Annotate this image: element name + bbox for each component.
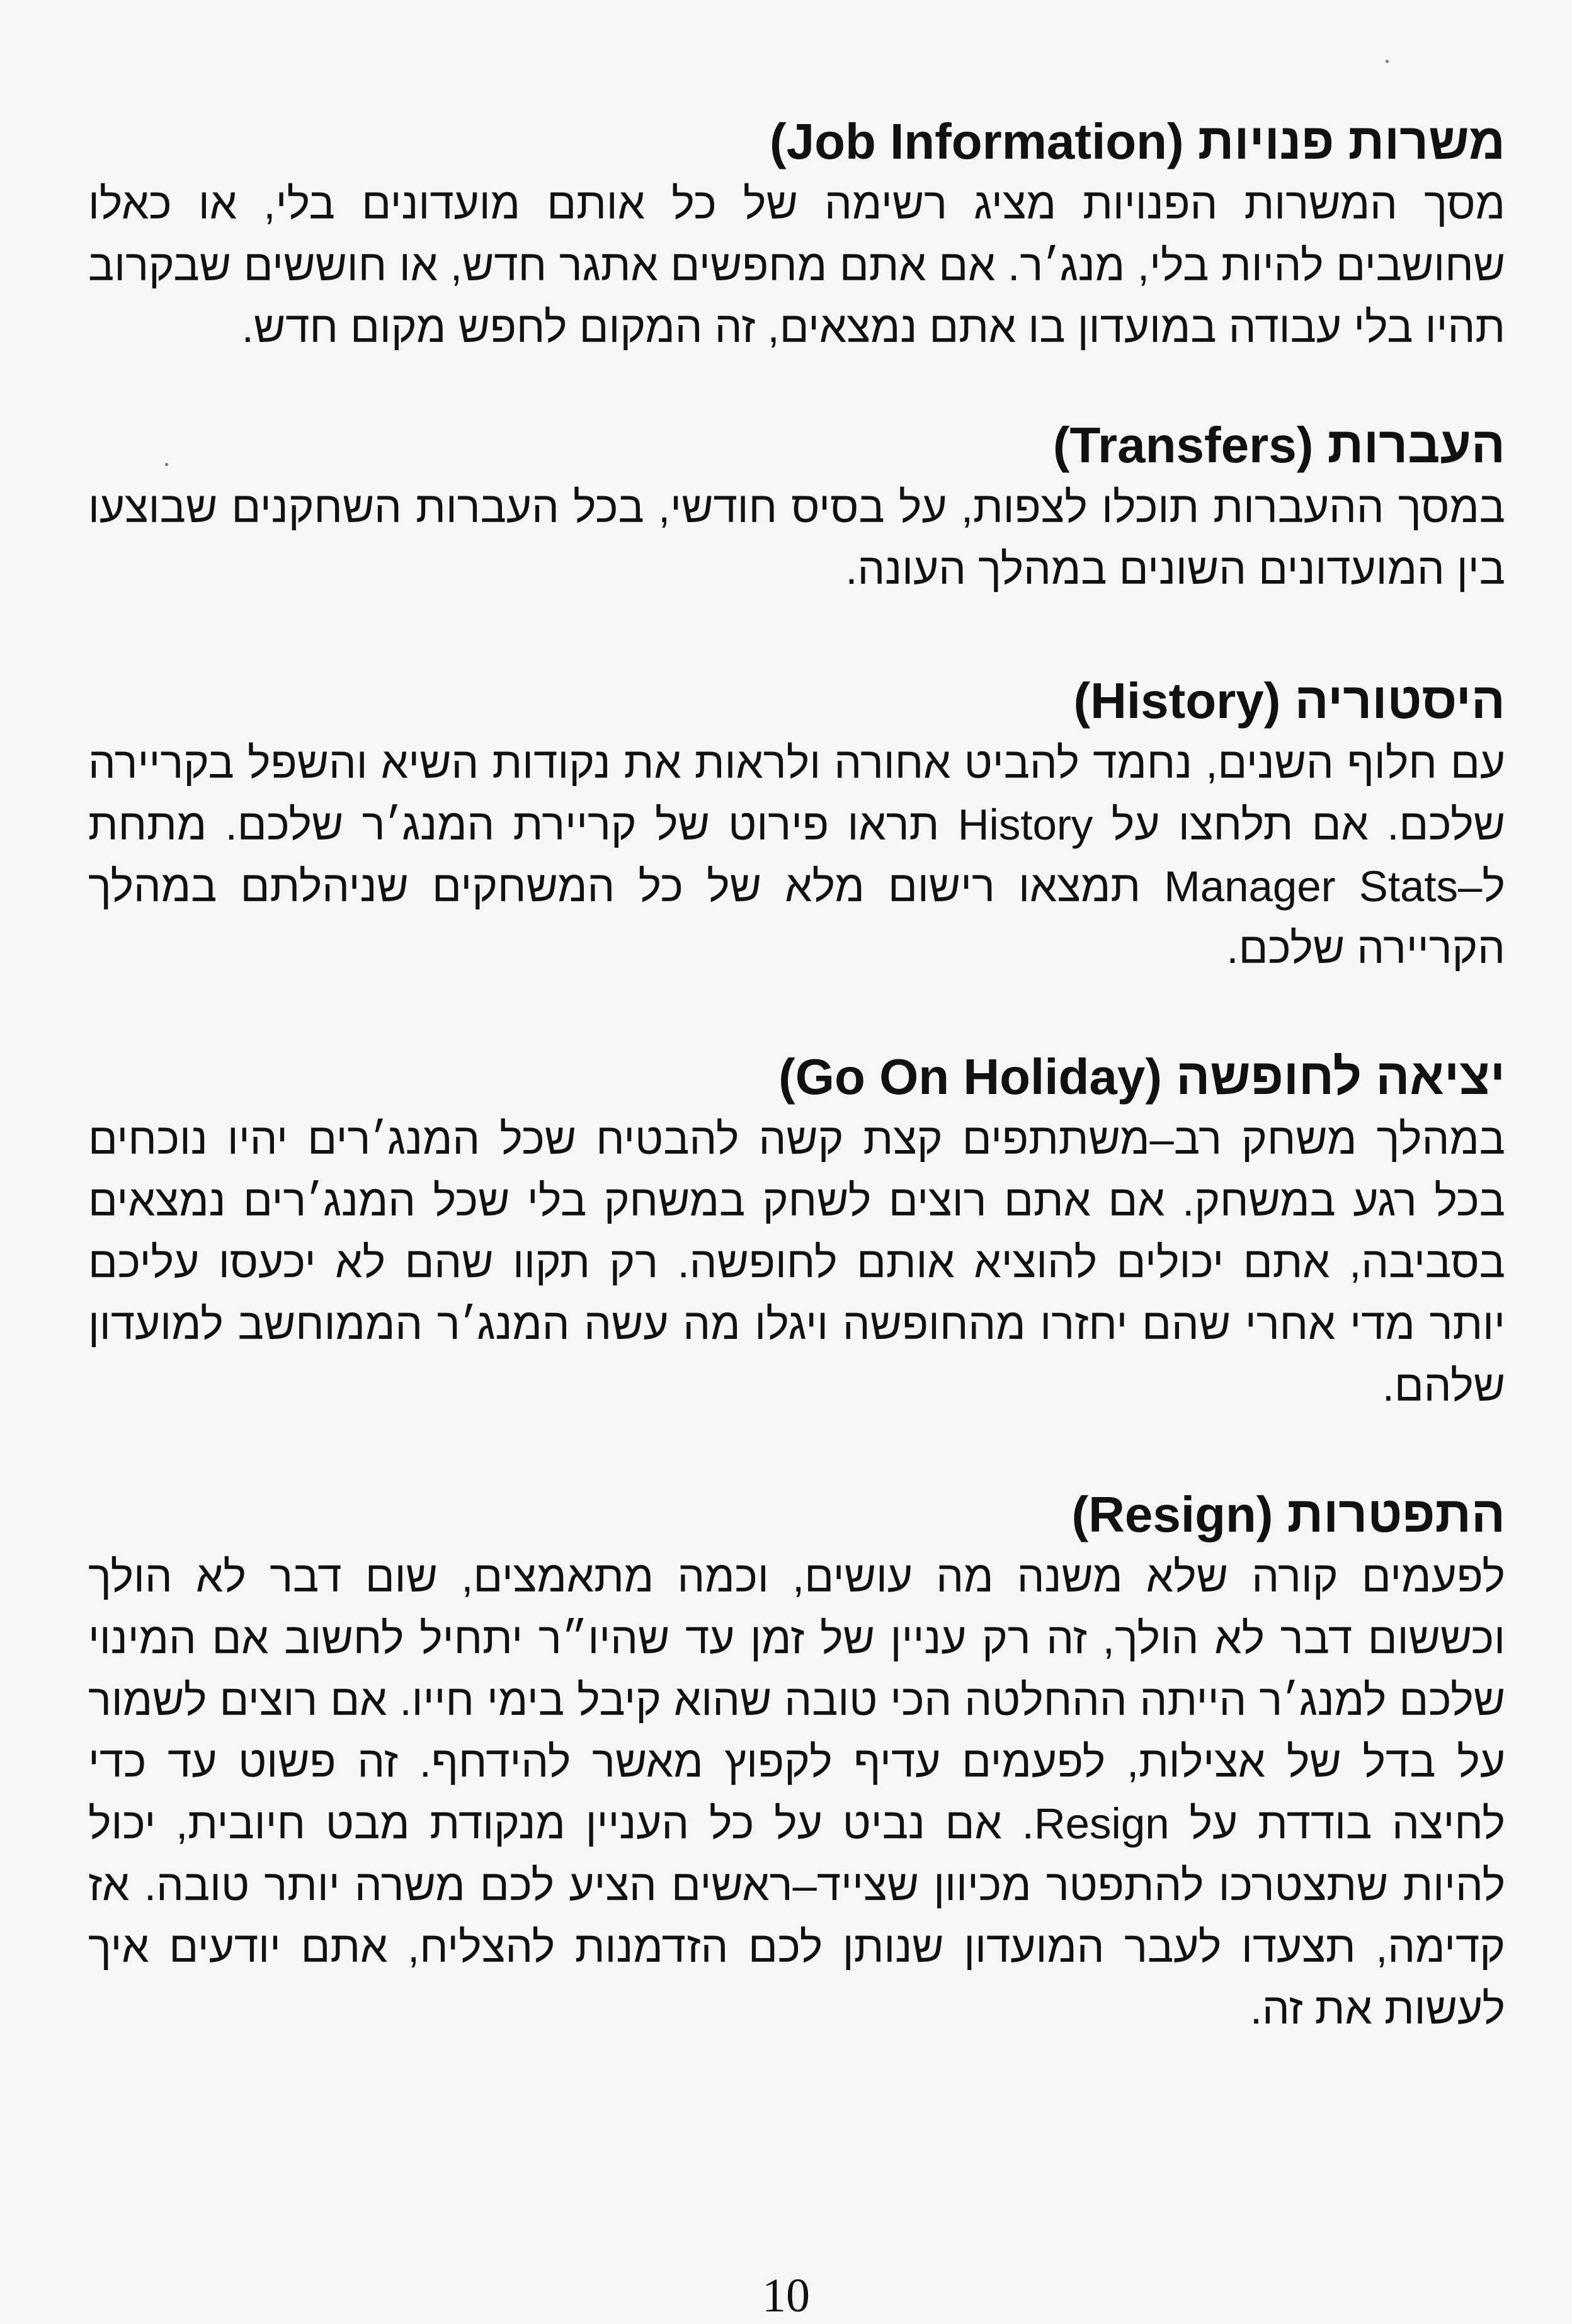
- heading-english: (Job Information): [769, 113, 1184, 169]
- heading-english: (Resign): [1071, 1486, 1273, 1542]
- heading-hebrew: יציאה לחופשה: [1176, 1049, 1505, 1105]
- section-history: [88, 669, 1505, 979]
- section-heading: [88, 1483, 1505, 1546]
- scan-speck: [165, 463, 168, 466]
- page-number: 10: [762, 2269, 810, 2322]
- section-body: עם חלוף השנים, נחמד להביט אחורה ולראות את נקודות השיא והשפל בקריירה שלכם. אם תלחצו על History תראו פירוט של קריירת המנג׳ר שלכם. מתחת ל–Manager Stats תמצאו רישום מלא של כל המשחקים שניהלתם במהלך הקריירה שלכם.: [88, 739, 1505, 972]
- heading-english: (History): [1073, 673, 1281, 729]
- section-heading: [88, 669, 1505, 732]
- heading-hebrew: העברות: [1327, 417, 1505, 473]
- manual-page: [88, 110, 1505, 2095]
- section-heading: [88, 110, 1505, 173]
- section-resign: [88, 1483, 1505, 2040]
- scan-speck: [1386, 60, 1389, 63]
- heading-hebrew: היסטוריה: [1294, 673, 1505, 729]
- section-heading: [88, 1045, 1505, 1108]
- section-heading: [88, 414, 1505, 477]
- section-go-on-holiday: [88, 1045, 1505, 1417]
- section-body: מסך המשרות הפנויות מציג רשימה של כל אותם מועדונים בלי, או כאלו שחושבים להיות בלי, מנג׳ר. אם אתם מחפשים אתגר חדש, או חוששים שבקרוב תהיו בלי עבודה במועדון בו אתם נמצאים, זה המקום לחפש מקום חדש.: [88, 179, 1505, 351]
- section-body: במהלך משחק רב–משתתפים קצת קשה להבטיח שכל המנג׳רים יהיו נוכחים בכל רגע במשחק. אם אתם רוצים לשחק במשחק בלי שכל המנג׳רים נמצאים בסביבה, אתם יכולים להוציא אותם לחופשה. רק תקוו שהם לא יכעסו עליכם יותר מדי אחרי שהם יחזרו מהחופשה ויגלו מה עשה המנג׳ר הממוחשב למועדון שלהם.: [88, 1115, 1505, 1410]
- heading-hebrew: משרות פנויות: [1197, 113, 1505, 169]
- heading-hebrew: התפטרות: [1287, 1486, 1505, 1542]
- heading-english: (Go On Holiday): [778, 1049, 1162, 1105]
- heading-english: (Transfers): [1052, 417, 1314, 473]
- section-body: לפעמים קורה שלא משנה מה עושים, וכמה מתאמצים, שום דבר לא הולך וכששום דבר לא הולך, זה רק עניין של זמן עד שהיו״ר יתחיל לחשוב אם המינוי שלכם למנג׳ר הייתה ההחלטה הכי טובה שהוא קיבל בימי חייו. אם רוצים לשמור על בדל של אצילות, לפעמים עדיף לקפוץ מאשר להידחף. זה פשוט עד כדי לחיצה בודדת על Resign. אם נביט על כל העניין מנקודת מבט חיובית, יכול להיות שתצטרכו להתפטר מכיוון שצייד–ראשים הציע לכם משרה יותר טובה. אז קדימה, תצעדו לעבר המועדון שנותן לכם הזדמנות להצליח, אתם יודעים איך לעשות את זה.: [88, 1552, 1505, 2033]
- section-body: במסך ההעברות תוכלו לצפות, על בסיס חודשי, בכל העברות השחקנים שבוצעו בין המועדונים השונים במהלך העונה.: [88, 483, 1505, 593]
- section-transfers: [88, 414, 1505, 600]
- section-job-information: [88, 110, 1505, 358]
